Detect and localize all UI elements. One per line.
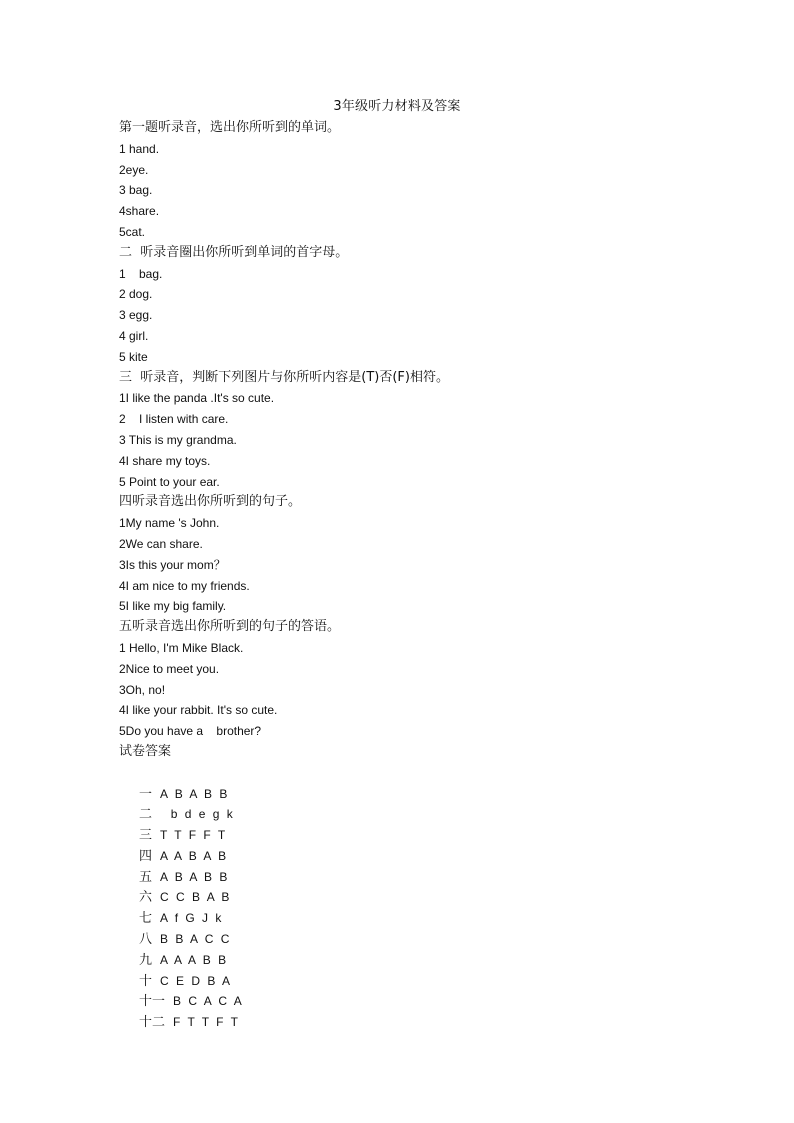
section-item: 2 I listen with care. bbox=[119, 412, 229, 427]
answer-value: A A A B B bbox=[160, 952, 229, 967]
answer-value: B C A C A bbox=[173, 994, 244, 1009]
section-item: 1My name 's John. bbox=[119, 516, 220, 531]
answer-value: b d e g k bbox=[160, 807, 235, 822]
answer-number: 九 bbox=[139, 952, 153, 968]
answer-number: 四 bbox=[139, 848, 153, 864]
answer-number: 五 bbox=[139, 869, 153, 885]
answer-number: 三 bbox=[139, 828, 153, 844]
section-item: 2We can share. bbox=[119, 536, 203, 551]
answer-value: A B A B B bbox=[160, 786, 230, 801]
section-item: 3 bag. bbox=[119, 183, 153, 198]
answer-number: 二 bbox=[139, 807, 153, 823]
section-item: 3Oh, no! bbox=[119, 682, 166, 697]
section-item: 5I like my big family. bbox=[119, 599, 227, 614]
section-item: 5 kite bbox=[119, 349, 148, 364]
section-item: 2Nice to meet you. bbox=[119, 661, 220, 676]
section-item: 4I am nice to my friends. bbox=[119, 578, 250, 593]
answer-number: 十二 bbox=[139, 1015, 166, 1031]
answer-value: A f G J k bbox=[160, 911, 224, 926]
answer-row bbox=[119, 763, 679, 802]
answer-number: 八 bbox=[139, 932, 153, 948]
section-item: 5Do you have a brother? bbox=[119, 724, 262, 739]
answer-number: 十一 bbox=[139, 994, 166, 1010]
answer-number: 十 bbox=[139, 973, 153, 989]
answer-number: 六 bbox=[139, 890, 153, 906]
document-body bbox=[119, 118, 679, 1031]
section-item: 5 Point to your ear. bbox=[119, 474, 220, 489]
section-item: 3 egg. bbox=[119, 308, 153, 323]
section-item: 4I share my toys. bbox=[119, 453, 211, 468]
answer-value: A B A B B bbox=[160, 869, 230, 884]
answers-heading: 试卷答案 bbox=[119, 743, 172, 759]
section-item: 1 hand. bbox=[119, 141, 160, 156]
answer-number: 一 bbox=[139, 786, 153, 802]
section-item: 1 Hello, I'm Mike Black. bbox=[119, 640, 244, 655]
section-item: 2 dog. bbox=[119, 287, 153, 302]
section-item: 1I like the panda .It's so cute. bbox=[119, 391, 275, 406]
section-heading: 三 听录音，判断下列图片与你所听内容是(T)否(F)相符。 bbox=[119, 369, 449, 385]
answer-number: 七 bbox=[139, 911, 153, 927]
section-item: 3Is this your mom？ bbox=[119, 557, 226, 572]
section-item: 3 This is my grandma. bbox=[119, 432, 237, 447]
section-item: 5cat. bbox=[119, 224, 146, 239]
section-heading: 四听录音选出你所听到的句子。 bbox=[119, 494, 302, 510]
section-heading: 第一题听录音，选出你所听到的单词。 bbox=[119, 120, 341, 135]
section-item: 4share. bbox=[119, 204, 160, 219]
answer-value: T T F F T bbox=[160, 828, 228, 843]
answer-value: C E D B A bbox=[160, 973, 233, 988]
answer-value: F T T F T bbox=[173, 1015, 240, 1030]
answer-value: A A B A B bbox=[160, 848, 229, 863]
section-item: 2eye. bbox=[119, 162, 149, 177]
section-item: 4I like your rabbit. It's so cute. bbox=[119, 703, 278, 718]
section-item: 1 bag. bbox=[119, 266, 163, 281]
answer-value: C C B A B bbox=[160, 890, 232, 905]
answer-value: B B A C C bbox=[160, 932, 232, 947]
section-heading: 二 听录音圈出你所听到单词的首字母。 bbox=[119, 244, 349, 260]
section-item: 4 girl. bbox=[119, 328, 149, 343]
document-title: 3年级听力材料及答案 bbox=[333, 99, 461, 114]
section-heading: 五听录音选出你所听到的句子的答语。 bbox=[119, 619, 341, 635]
